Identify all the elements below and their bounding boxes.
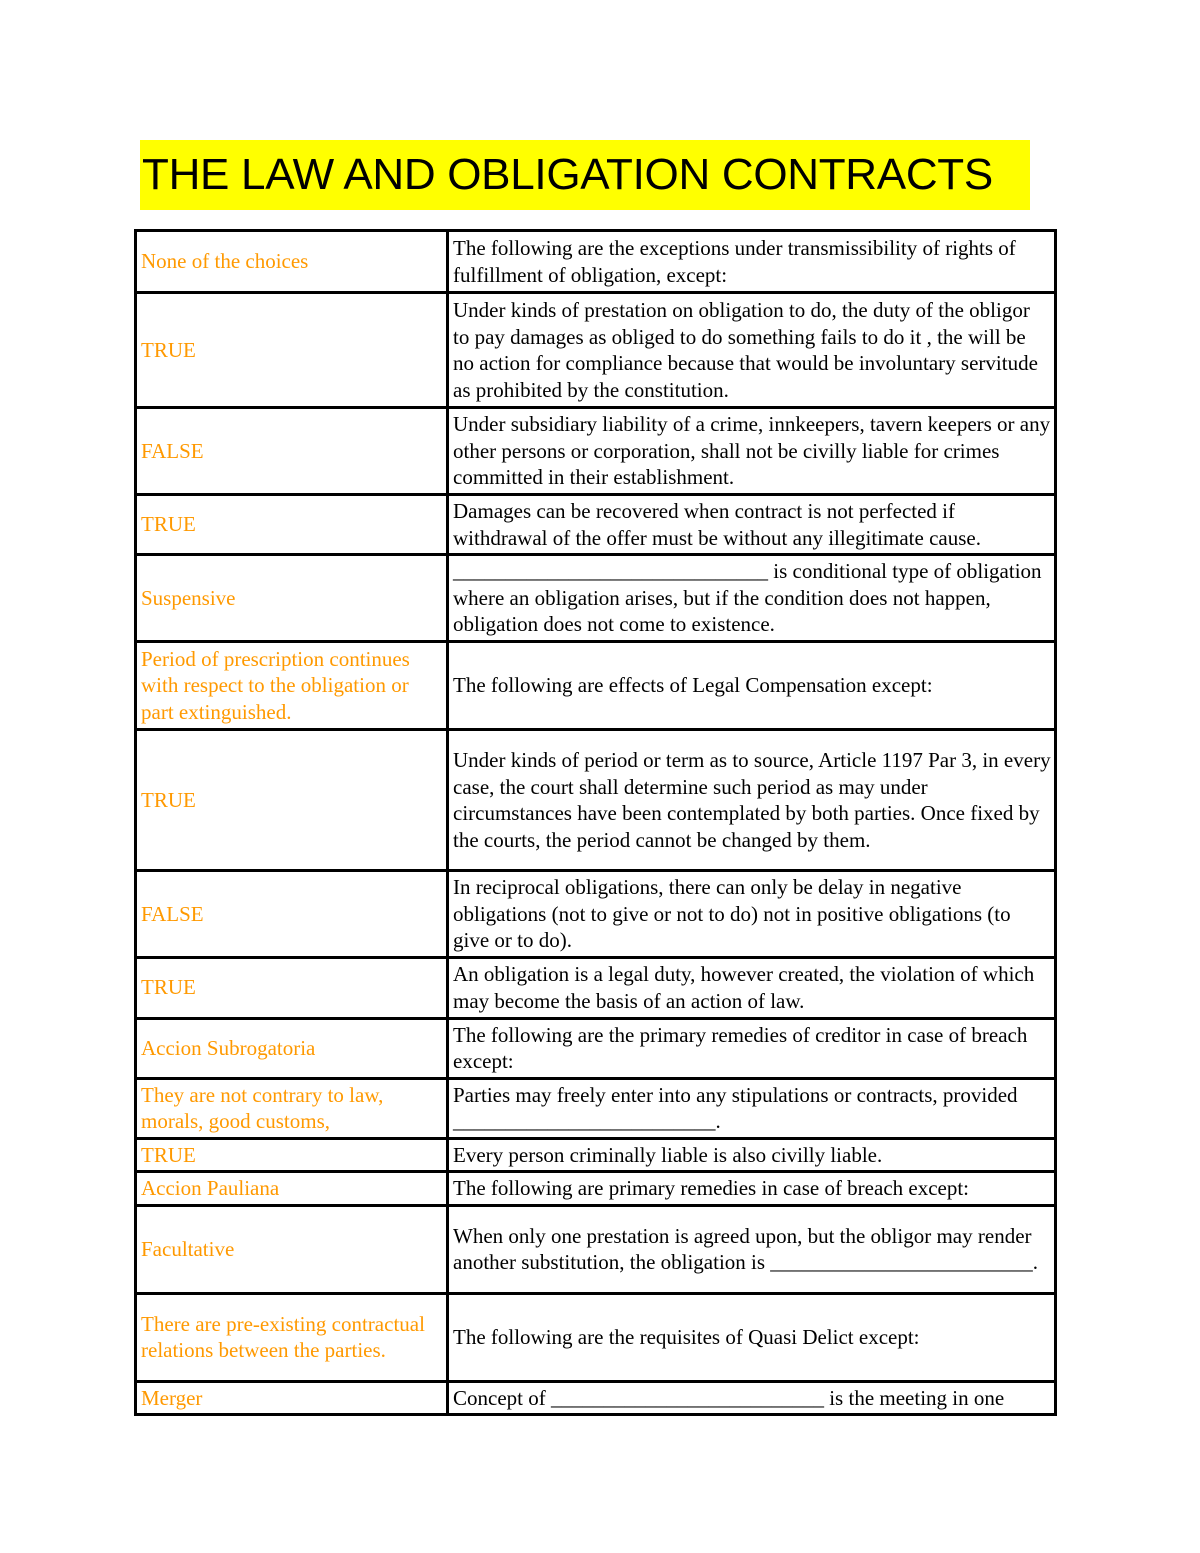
table-row — [136, 871, 1056, 958]
answer-cell: TRUE — [136, 957, 448, 1018]
question-cell: An obligation is a legal duty, however created, the violation of which may become the basis of an action of law. — [448, 957, 1056, 1018]
question-cell: The following are the primary remedies of creditor in case of breach except: — [448, 1018, 1056, 1078]
answer-cell: TRUE — [136, 1138, 448, 1172]
answer-cell: TRUE — [136, 495, 448, 555]
answer-cell: Merger — [136, 1381, 448, 1415]
table-row — [136, 1205, 1056, 1293]
table-row — [136, 555, 1056, 642]
table-row — [136, 1078, 1056, 1138]
answer-cell: There are pre-existing contractual relations between the parties. — [136, 1293, 448, 1381]
table-row — [136, 957, 1056, 1018]
table-row — [136, 730, 1056, 871]
question-cell: The following are the requisites of Quasi Delict except: — [448, 1293, 1056, 1381]
answer-cell: FALSE — [136, 871, 448, 958]
table-row — [136, 231, 1056, 293]
question-cell: Under kinds of period or term as to source, Article 1197 Par 3, in every case, the court shall determine such period as may under circumstances have been contemplated by both parties. Once fixed by the courts, the period cannot be changed by them. — [448, 730, 1056, 871]
answer-cell: TRUE — [136, 730, 448, 871]
table-row — [136, 408, 1056, 495]
answer-cell: FALSE — [136, 408, 448, 495]
answer-cell: Accion Pauliana — [136, 1172, 448, 1206]
question-cell: The following are primary remedies in case of breach except: — [448, 1172, 1056, 1206]
table-row — [136, 642, 1056, 730]
answer-cell: Suspensive — [136, 555, 448, 642]
question-cell: When only one prestation is agreed upon, but the obligor may render another substitution, the obligation is _________________________. — [448, 1205, 1056, 1293]
question-cell: Under subsidiary liability of a crime, innkeepers, tavern keepers or any other persons or corporation, shall not be civilly liable for crimes committed in their establishment. — [448, 408, 1056, 495]
answer-cell: Accion Subrogatoria — [136, 1018, 448, 1078]
table-row — [136, 293, 1056, 408]
question-cell: In reciprocal obligations, there can only be delay in negative obligations (not to give or not to do) not in positive obligations (to give or to do). — [448, 871, 1056, 958]
table-row — [136, 1293, 1056, 1381]
answer-cell: They are not contrary to law, morals, good customs, — [136, 1078, 448, 1138]
question-cell: Concept of __________________________ is the meeting in one — [448, 1381, 1056, 1415]
qa-table — [134, 229, 1057, 1416]
question-cell: The following are the exceptions under transmissibility of rights of fulfillment of obligation, except: — [448, 231, 1056, 293]
question-cell: The following are effects of Legal Compensation except: — [448, 642, 1056, 730]
answer-cell: Facultative — [136, 1205, 448, 1293]
question-cell: Every person criminally liable is also civilly liable. — [448, 1138, 1056, 1172]
answer-cell: TRUE — [136, 293, 448, 408]
answer-cell: None of the choices — [136, 231, 448, 293]
answer-cell: Period of prescription continues with respect to the obligation or part extinguished. — [136, 642, 448, 730]
table-row — [136, 1381, 1056, 1415]
question-cell: Under kinds of prestation on obligation to do, the duty of the obligor to pay damages as obliged to do something fails to do it , the will be no action for compliance because that would be involuntary servitude as prohibited by the constitution. — [448, 293, 1056, 408]
page-title: THE LAW AND OBLIGATION CONTRACTS — [140, 140, 1030, 210]
table-row — [136, 1018, 1056, 1078]
table-row — [136, 1138, 1056, 1172]
table-row — [136, 495, 1056, 555]
question-cell: Damages can be recovered when contract is not perfected if withdrawal of the offer must be without any illegitimate cause. — [448, 495, 1056, 555]
question-cell: ______________________________ is conditional type of obligation where an obligation arises, but if the condition does not happen, obligation does not come to existence. — [448, 555, 1056, 642]
table-row — [136, 1172, 1056, 1206]
question-cell: Parties may freely enter into any stipulations or contracts, provided _________________________. — [448, 1078, 1056, 1138]
